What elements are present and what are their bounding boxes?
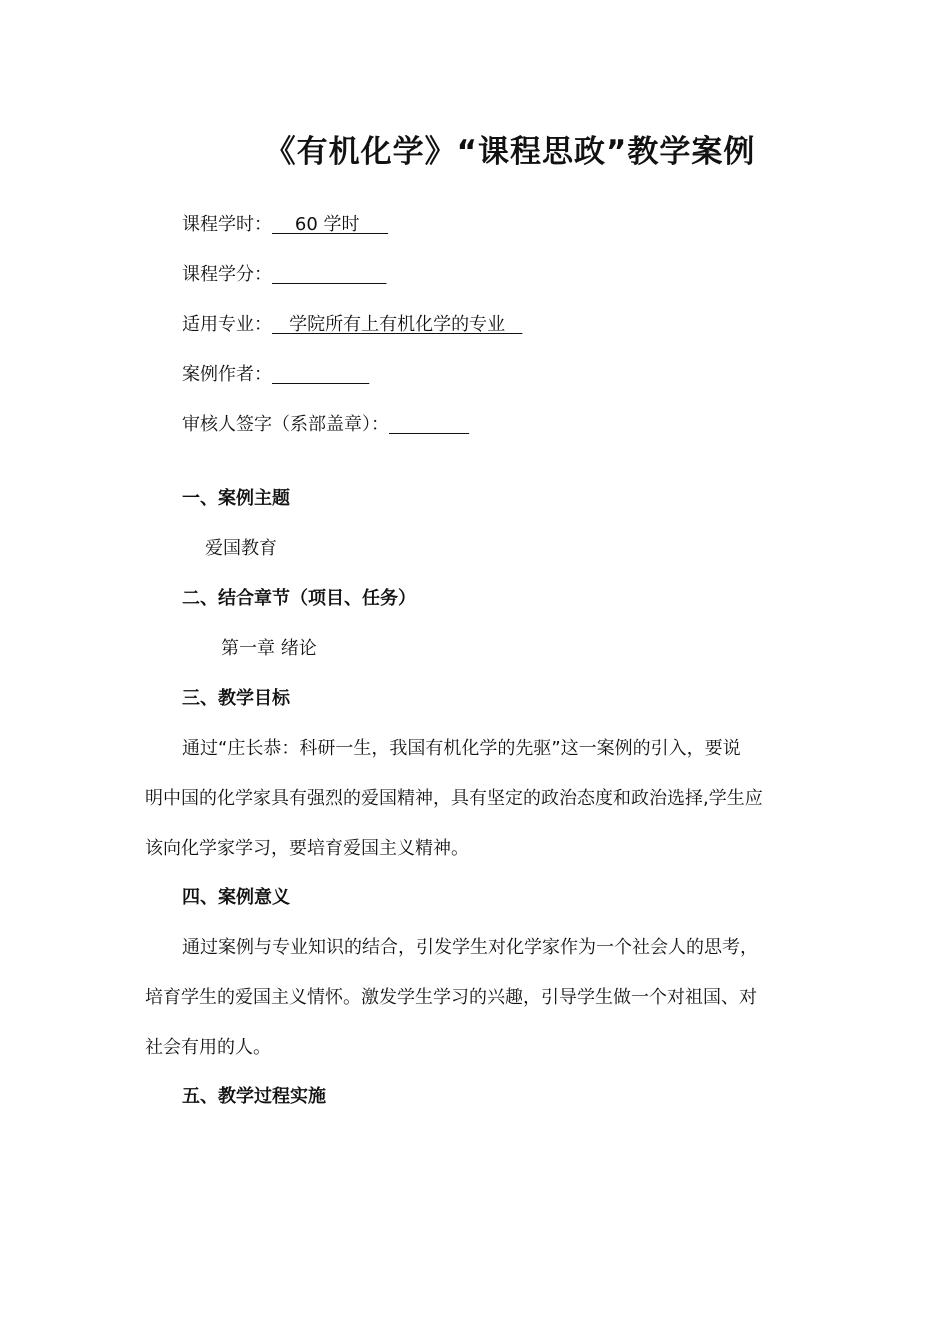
case-author-value	[272, 364, 369, 385]
applicable-major-label: 适用专业：	[182, 314, 272, 335]
section-4-heading: 四、案例意义	[182, 887, 290, 908]
reviewer-signature-label: 审核人签字（系部盖章）：	[182, 414, 389, 435]
section-4-paragraph-line: 社会有用的人。	[145, 1037, 271, 1058]
section-2-heading: 二、结合章节（项目、任务）	[182, 588, 416, 609]
applicable-major-value: 学院所有上有机化学的专业	[272, 314, 523, 335]
case-author-label: 案例作者：	[182, 364, 272, 385]
course-credits-label: 课程学分：	[182, 264, 272, 285]
course-hours-label: 课程学时：	[182, 214, 272, 235]
document-title: 《有机化学》“课程思政”教学案例	[264, 134, 756, 170]
section-4-paragraph-line: 通过案例与专业知识的结合，引发学生对化学家作为一个社会人的思考，	[182, 937, 758, 958]
section-3-paragraph-line: 通过“庄长恭：科研一生，我国有机化学的先驱”这一案例的引入，要说	[182, 738, 741, 759]
section-1-body: 爱国教育	[205, 538, 277, 559]
course-credits-value	[272, 264, 386, 285]
course-hours-row	[182, 213, 388, 237]
section-5-heading: 五、教学过程实施	[182, 1086, 326, 1107]
section-2-body: 第一章 绪论	[221, 638, 317, 659]
reviewer-signature-value	[389, 414, 469, 435]
section-3-paragraph-line: 该向化学家学习，要培育爱国主义精神。	[145, 838, 469, 859]
applicable-major-row	[182, 313, 522, 337]
case-author-row	[182, 363, 369, 387]
course-hours-value: 60 学时	[272, 214, 389, 235]
section-3-paragraph-line: 明中国的化学家具有强烈的爱国精神，具有坚定的政治态度和政治选择,学生应	[145, 788, 763, 809]
course-credits-row	[182, 263, 386, 287]
section-1-heading: 一、案例主题	[182, 488, 290, 509]
reviewer-signature-row	[182, 413, 469, 437]
section-3-heading: 三、教学目标	[182, 688, 290, 709]
section-4-paragraph-line: 培育学生的爱国主义情怀。激发学生学习的兴趣，引导学生做一个对祖国、对	[145, 987, 757, 1008]
